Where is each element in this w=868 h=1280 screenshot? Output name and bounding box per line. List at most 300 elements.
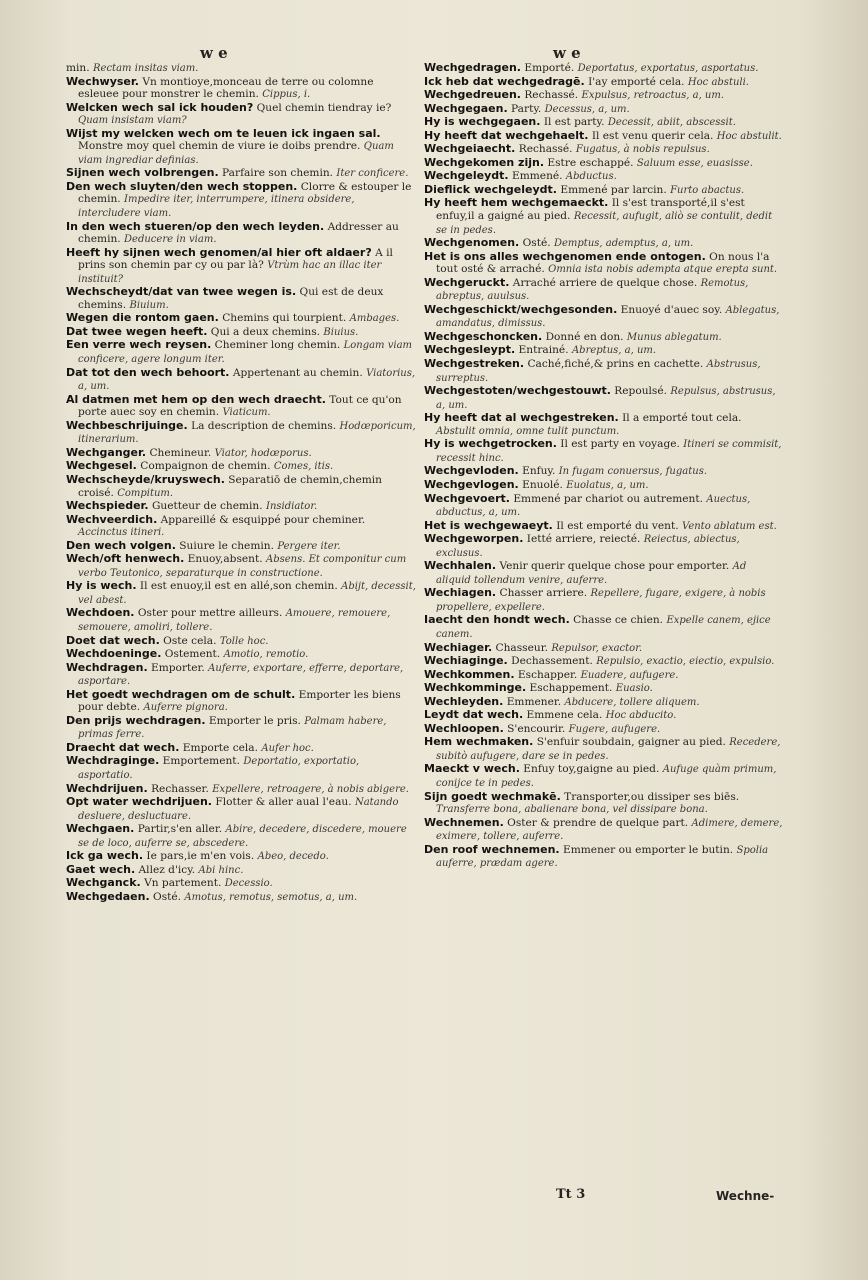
headword: Een verre wech reysen. xyxy=(66,338,212,352)
headword: In den wech stueren/op den wech leyden. xyxy=(66,219,325,233)
dictionary-entry xyxy=(66,783,416,797)
catchword: Wechne- xyxy=(716,1189,775,1203)
headword: Welcken wech sal ick houden? xyxy=(66,100,254,114)
dictionary-entry xyxy=(424,197,784,237)
dictionary-entry xyxy=(424,465,784,479)
dictionary-entry xyxy=(424,587,784,614)
french-gloss: Chemineur. xyxy=(149,446,212,459)
french-gloss: Eschapper. xyxy=(517,668,578,681)
dictionary-entry xyxy=(424,385,784,412)
headword: Wechveerdich. xyxy=(66,512,158,526)
french-gloss: Separatiō de chemin,chemin croisé. xyxy=(78,473,383,499)
headword: Wechkommen. xyxy=(424,667,515,681)
latin-gloss: Decessus, a, um. xyxy=(544,103,630,115)
dictionary-entry xyxy=(424,304,784,331)
dictionary-entry xyxy=(66,877,416,891)
latin-gloss: Fugere, aufugere. xyxy=(568,723,661,735)
headword: Den prijs wechdragen. xyxy=(66,713,206,727)
french-gloss: min. xyxy=(66,62,90,74)
french-gloss: Emmené. xyxy=(511,170,563,183)
french-gloss: Il est venu querir cela. xyxy=(591,129,714,142)
latin-gloss: Cippus, i. xyxy=(262,89,311,101)
headword: Wechgesel. xyxy=(66,459,137,473)
dictionary-entry xyxy=(424,331,784,345)
latin-gloss: Abijt, decessit, vel abest. xyxy=(78,581,416,606)
headword: Hy heeft dat wechgehaelt. xyxy=(424,128,589,142)
dictionary-entry xyxy=(66,128,416,168)
latin-gloss: Amouere, remouere, semouere, amoliri, tollere. xyxy=(78,608,391,633)
french-gloss: Addresser au chemin. xyxy=(78,220,399,246)
headword: Wechiager. xyxy=(424,640,493,654)
latin-gloss: Abstrusus, surreptus. xyxy=(436,359,761,384)
dictionary-entry xyxy=(66,460,416,474)
headword: Wechiaginge. xyxy=(424,654,508,668)
headword: Sijn goedt wechmakē. xyxy=(424,789,561,803)
latin-gloss: Omnia ista nobis adempta atque erepta sunt. xyxy=(548,264,778,276)
french-gloss: Caché,fiché,& prins en cachette. xyxy=(527,358,704,371)
french-gloss: Osté. xyxy=(153,890,182,903)
french-gloss: Cheminer long chemin. xyxy=(214,339,341,352)
latin-gloss: Ambages. xyxy=(349,313,400,325)
headword: Wechgestoten/wechgestouwt. xyxy=(424,384,611,398)
dictionary-entry xyxy=(424,76,784,90)
french-gloss: Emporte cela. xyxy=(182,741,258,754)
french-gloss: Enfuy toy,gaigne au pied. xyxy=(523,763,660,776)
french-gloss: Oster & prendre de quelque part. xyxy=(507,816,689,829)
dictionary-entry xyxy=(66,447,416,461)
dictionary-entry xyxy=(66,742,416,756)
headword: Wechgedaen. xyxy=(66,889,150,903)
dictionary-entry xyxy=(424,696,784,710)
latin-gloss: Aufuge quàm primum, conijce te in pedes. xyxy=(436,764,777,789)
headword: Hy heeft hem wechgemaeckt. xyxy=(424,196,609,210)
french-gloss: Appareillé & esquippé pour cheminer. xyxy=(160,513,366,526)
latin-gloss: Viator, hodœporus. xyxy=(214,447,312,459)
running-head-left: w e xyxy=(200,44,228,62)
french-gloss: Vn montioye,monceau de terre ou colomne esleuee pour monstrer le chemin. xyxy=(78,75,374,101)
french-gloss: Chasse ce chien. xyxy=(573,614,664,627)
headword: Wechgaen. xyxy=(66,822,135,836)
dictionary-entry xyxy=(424,130,784,144)
dictionary-entry xyxy=(66,823,416,850)
headword: Wechdragen. xyxy=(66,660,148,674)
latin-gloss: Absens. Et componitur cum verbo Teutonico, separaturque in constructione. xyxy=(78,554,407,579)
latin-gloss: Adimere, demere, eximere, tollere, auferre. xyxy=(436,817,783,843)
dictionary-entry xyxy=(424,709,784,723)
latin-gloss: Furto abactus. xyxy=(670,184,745,196)
latin-gloss: Recedere, subitò aufugere, dare se in pedes. xyxy=(436,737,781,762)
dictionary-entry xyxy=(66,715,416,742)
headword: Wechganck. xyxy=(66,876,141,890)
dictionary-entry xyxy=(424,791,784,817)
dictionary-entry xyxy=(424,344,784,358)
latin-gloss: Viatorius, a, um. xyxy=(78,367,416,393)
french-gloss: Repoulsé. xyxy=(614,385,667,398)
latin-gloss: Decessio. xyxy=(224,878,273,890)
headword: Het is wechgewaeyt. xyxy=(424,518,553,532)
headword: Sijnen wech volbrengen. xyxy=(66,166,219,180)
latin-gloss: Decessit, abiit, abscessit. xyxy=(607,117,736,129)
dictionary-entry xyxy=(424,62,784,76)
latin-gloss: Auferre pignora. xyxy=(143,702,228,714)
headword: Het is ons alles wechgenomen ende ontogen. xyxy=(424,249,706,263)
latin-gloss: Palmam habere, primas ferre. xyxy=(78,715,387,741)
latin-gloss: Hoc abstulit. xyxy=(716,130,782,142)
headword: Wechganger. xyxy=(66,445,147,459)
latin-gloss: Euolatus, a, um. xyxy=(566,479,649,491)
french-gloss: Emporter le pris. xyxy=(208,714,301,727)
headword: Al datmen met hem op den wech draecht. xyxy=(66,392,326,406)
french-gloss: Oster pour mettre ailleurs. xyxy=(137,607,283,620)
french-gloss: Entrainé. xyxy=(518,344,569,357)
dictionary-entry xyxy=(424,763,784,790)
french-gloss: S'encourir. xyxy=(507,722,566,735)
dictionary-entry xyxy=(424,143,784,157)
dictionary-entry xyxy=(66,850,416,864)
dictionary-entry xyxy=(424,251,784,277)
latin-gloss: Iter conficere. xyxy=(336,168,409,180)
running-head-right: w e xyxy=(553,44,581,62)
headword: Wech/oft henwech. xyxy=(66,552,185,566)
dictionary-entry xyxy=(66,312,416,326)
french-gloss: Eschappement. xyxy=(529,682,613,695)
headword: Wechscheyde/kruyswech. xyxy=(66,472,225,486)
headword: Wechiagen. xyxy=(424,586,497,600)
headword: Wechwyser. xyxy=(66,74,139,88)
dictionary-entry xyxy=(66,514,416,540)
latin-gloss: Expelle canem, ejice canem. xyxy=(436,615,771,640)
headword: Wechspieder. xyxy=(66,499,149,513)
headword: Dieflick wechgeleydt. xyxy=(424,182,557,196)
right-column xyxy=(424,62,784,871)
french-gloss: Il est party. xyxy=(543,116,605,129)
headword: Wechdoeninge. xyxy=(66,647,162,661)
dictionary-entry xyxy=(424,412,784,438)
headword: Opt water wechdrijuen. xyxy=(66,795,212,809)
latin-gloss: Aufer hoc. xyxy=(261,742,314,754)
latin-gloss: Ablegatus, amandatus, dimissus. xyxy=(436,304,780,330)
dictionary-entry xyxy=(66,553,416,580)
french-gloss: Enuoyé d'auec soy. xyxy=(620,303,723,316)
french-gloss: Rechassé. xyxy=(524,89,579,102)
headword: Den roof wechnemen. xyxy=(424,842,560,856)
dictionary-entry xyxy=(424,520,784,534)
latin-gloss: Hodœporicum, itinerarium. xyxy=(78,420,416,446)
headword: Wegen die rontom gaen. xyxy=(66,311,219,325)
dictionary-entry xyxy=(424,614,784,641)
french-gloss: Chemins qui tourpient. xyxy=(222,312,347,325)
dictionary-entry xyxy=(66,891,416,905)
headword: Heeft hy sijnen wech genomen/al hier oft aldaer? xyxy=(66,245,372,259)
french-gloss: Emportement. xyxy=(162,755,240,768)
dictionary-entry xyxy=(424,682,784,696)
dictionary-entry xyxy=(424,560,784,587)
headword: Doet dat wech. xyxy=(66,633,160,647)
latin-gloss: Expellere, retroagere, à nobis abigere. xyxy=(212,783,409,795)
dictionary-entry xyxy=(66,326,416,340)
latin-gloss: Impedire iter, interrumpere, itinera obsidere, intercludere viam. xyxy=(78,194,355,220)
french-gloss: Parfaire son chemin. xyxy=(222,167,334,180)
french-gloss: Qui est de deux chemins. xyxy=(78,286,384,311)
latin-gloss: Hoc abstuli. xyxy=(687,76,749,88)
dictionary-entry xyxy=(66,420,416,447)
french-gloss: S'enfuir soubdain, gaigner au pied. xyxy=(536,736,726,749)
french-gloss: Donné en don. xyxy=(545,330,624,343)
french-gloss: Emmené par chariot ou autrement. xyxy=(513,492,703,505)
headword: Wechgesleypt. xyxy=(424,343,516,357)
dictionary-entry xyxy=(66,339,416,366)
headword: Wechgenomen. xyxy=(424,236,520,250)
dictionary-entry xyxy=(66,635,416,649)
french-gloss: Emporter. xyxy=(151,661,205,674)
french-gloss: Transporter,ou dissiper ses biēs. xyxy=(564,790,740,803)
dictionary-entry xyxy=(424,277,784,304)
latin-gloss: Hoc abducito. xyxy=(605,710,677,722)
headword: Het goedt wechdragen om de schult. xyxy=(66,687,296,701)
french-gloss: Suiure le chemin. xyxy=(179,539,274,552)
dictionary-entry xyxy=(66,689,416,715)
headword: Wechgevlogen. xyxy=(424,477,519,491)
latin-gloss: Amotus, remotus, semotus, a, um. xyxy=(184,891,358,903)
dictionary-entry xyxy=(424,358,784,385)
french-gloss: Emmener. xyxy=(506,695,562,708)
dictionary-entry xyxy=(66,181,416,221)
latin-gloss: Repellere, fugare, exigere, à nobis propellere, expellere. xyxy=(436,588,766,613)
headword: Leydt dat wech. xyxy=(424,708,524,722)
french-gloss: Ostement. xyxy=(164,648,221,661)
headword: Hy is wechgegaen. xyxy=(424,115,541,129)
latin-gloss: Deducere in viam. xyxy=(124,234,217,246)
dictionary-entry xyxy=(66,755,416,782)
headword: Den wech sluyten/den wech stoppen. xyxy=(66,179,298,193)
latin-gloss: Longam viam conficere, agere longum iter. xyxy=(78,340,413,366)
latin-gloss: Abducere, tollere aliquem. xyxy=(564,696,700,708)
french-gloss: Qui a deux chemins. xyxy=(210,325,321,338)
latin-gloss: Repulsio, exactio, eiectio, expulsio. xyxy=(596,656,775,668)
french-gloss: Rechasser. xyxy=(151,782,209,795)
latin-gloss: Biuius. xyxy=(323,326,359,338)
headword: Draecht dat wech. xyxy=(66,740,180,754)
latin-gloss: Abi hinc. xyxy=(198,864,244,876)
latin-gloss: Repulsor, exactor. xyxy=(551,642,643,654)
french-gloss: Emmener ou emporter le butin. xyxy=(562,843,734,856)
latin-gloss: Accinctus itineri. xyxy=(78,527,165,539)
dictionary-entry xyxy=(424,642,784,656)
latin-gloss: Comes, itis. xyxy=(273,461,334,473)
headword: Wechgedragen. xyxy=(424,61,521,74)
left-column xyxy=(66,62,416,904)
latin-gloss: Abstulit omnia, omne tulit punctum. xyxy=(436,425,620,437)
french-gloss: Il s'est transporté,il s'est enfuy,il a gaigné au pied. xyxy=(436,197,745,223)
latin-gloss: Reiectus, abiectus, exclusus. xyxy=(436,534,740,559)
headword: Maeckt v wech. xyxy=(424,762,520,776)
headword: Wechscheydt/dat van twee wegen is. xyxy=(66,285,297,299)
latin-gloss: Insidiator. xyxy=(266,501,318,513)
french-gloss: On nous l'a tout osté & arraché. xyxy=(436,250,770,276)
latin-gloss: Amotio, remotio. xyxy=(223,649,309,661)
headword: Wechgeschoncken. xyxy=(424,329,543,343)
headword: Wechbeschrijuinge. xyxy=(66,418,188,432)
latin-gloss: Transferre bona, abalienare bona, vel dissipare bona. xyxy=(436,804,708,816)
latin-gloss: Abeo, decedo. xyxy=(257,851,329,863)
dictionary-entry xyxy=(424,116,784,130)
dictionary-entry xyxy=(424,655,784,669)
french-gloss: Compaignon de chemin. xyxy=(140,460,271,473)
latin-gloss: Quam insistam viam? xyxy=(78,115,187,127)
latin-gloss: Remotus, abreptus, auulsus. xyxy=(436,277,749,303)
headword: Wijst my welcken wech om te leuen ick ingaen sal. xyxy=(66,126,381,140)
signature-mark: Tt 3 xyxy=(556,1187,586,1202)
latin-gloss: Abire, decedere, discedere, mouere se de loco, auferre se, abscedere. xyxy=(78,824,407,849)
french-gloss: Guetteur de chemin. xyxy=(151,500,263,513)
latin-gloss: Deportatio, exportatio, asportatio. xyxy=(78,756,360,781)
french-gloss: Emmene cela. xyxy=(526,709,603,722)
latin-gloss: Auectus, abductus, a, um. xyxy=(436,493,751,519)
headword: Gaet wech. xyxy=(66,862,136,876)
french-gloss: Il est enuoy,il est en allé,son chemin. xyxy=(139,580,338,593)
dictionary-entry xyxy=(66,76,416,102)
french-gloss: Tout ce qu'on porte auec soy en chemin. xyxy=(78,393,402,419)
latin-gloss: Recessit, aufugit, aliò se contulit, dedit se in pedes. xyxy=(436,211,773,236)
latin-gloss: Ad aliquid tollendum venire, auferre. xyxy=(436,561,747,586)
french-gloss: Allez d'icy. xyxy=(138,863,196,876)
dictionary-entry xyxy=(66,607,416,634)
headword: Wechdoen. xyxy=(66,606,135,620)
headword: Hem wechmaken. xyxy=(424,735,534,749)
latin-gloss: Repulsus, abstrusus, a, um. xyxy=(436,386,776,411)
french-gloss: Il est party en voyage. xyxy=(560,438,680,451)
latin-gloss: Quam viam ingrediar definias. xyxy=(78,141,394,166)
headword: Wechhalen. xyxy=(424,559,497,573)
latin-gloss: Compitum. xyxy=(117,487,174,499)
dictionary-entry xyxy=(424,669,784,683)
dictionary-entry xyxy=(424,438,784,465)
dictionary-entry xyxy=(66,796,416,823)
french-gloss: Venir querir quelque chose pour emporter. xyxy=(499,560,730,573)
dictionary-entry xyxy=(66,662,416,689)
french-gloss: La description de chemins. xyxy=(191,419,337,432)
headword: Hy is wech. xyxy=(66,579,137,593)
headword: Wechleyden. xyxy=(424,694,504,708)
latin-gloss: Viaticum. xyxy=(222,407,271,419)
headword: Wechgeleydt. xyxy=(424,169,509,183)
french-gloss: Vn partement. xyxy=(144,877,222,890)
headword: Dat twee wegen heeft. xyxy=(66,324,208,338)
french-gloss: Partir,s'en aller. xyxy=(137,823,223,836)
dictionary-entry xyxy=(66,864,416,878)
latin-gloss: Spolia auferre, prædam agere. xyxy=(436,844,769,870)
headword: Wechgeiaecht. xyxy=(424,142,516,156)
dictionary-entry xyxy=(424,89,784,103)
latin-gloss: Vtrùm hac an illac iter instituit? xyxy=(78,260,382,285)
dictionary-entry xyxy=(66,167,416,181)
latin-gloss: Abreptus, a, um. xyxy=(571,345,657,357)
french-gloss: Party. xyxy=(511,102,542,115)
latin-gloss: Deportatus, exportatus, asportatus. xyxy=(577,63,759,74)
french-gloss: Chasseur. xyxy=(495,641,548,654)
dictionary-entry xyxy=(424,736,784,763)
french-gloss: Appertenant au chemin. xyxy=(232,366,363,379)
headword: Dat tot den wech behoort. xyxy=(66,365,230,379)
dictionary-entry xyxy=(424,533,784,560)
french-gloss: Quel chemin tiendray ie? xyxy=(256,101,392,114)
french-gloss: Enfuy. xyxy=(522,465,556,478)
headword: Wechgekomen zijn. xyxy=(424,155,545,169)
latin-gloss: Vento ablatum est. xyxy=(682,520,777,532)
french-gloss: Ietté arriere, reiecté. xyxy=(526,533,641,546)
latin-gloss: Abductus. xyxy=(565,171,617,183)
headword: Wechgevoert. xyxy=(424,491,510,505)
french-gloss: Enuolé. xyxy=(522,478,563,491)
french-gloss: Estre eschappé. xyxy=(547,156,634,169)
dictionary-entry xyxy=(424,844,784,871)
latin-gloss: Euadere, aufugere. xyxy=(580,669,679,681)
dictionary-entry xyxy=(66,247,416,287)
headword: Wechdrijuen. xyxy=(66,781,148,795)
headword: Wechgevloden. xyxy=(424,464,519,478)
dictionary-entry xyxy=(66,540,416,554)
headword: Iaecht den hondt wech. xyxy=(424,613,570,627)
latin-gloss: Auferre, exportare, efferre, deportare, asportare. xyxy=(78,662,404,688)
headword: Wechgegaen. xyxy=(424,101,508,115)
dictionary-entry xyxy=(66,286,416,312)
dictionary-entry xyxy=(66,394,416,420)
latin-gloss: Rectam insitas viam. xyxy=(93,63,199,74)
dictionary-entry xyxy=(424,479,784,493)
latin-gloss: Natando desluere, desluctuare. xyxy=(78,797,399,822)
french-gloss: Emporter les biens pour debte. xyxy=(78,688,401,714)
dictionary-entry xyxy=(66,62,416,76)
dictionary-entry xyxy=(424,184,784,198)
french-gloss: Arraché arriere de quelque chose. xyxy=(512,276,698,289)
latin-gloss: Fugatus, à nobis repulsus. xyxy=(575,144,710,156)
headword: Ick ga wech. xyxy=(66,849,144,863)
headword: Wechgeschickt/wechgesonden. xyxy=(424,302,618,316)
dictionary-entry xyxy=(66,221,416,247)
headword: Hy heeft dat al wechgestreken. xyxy=(424,411,619,425)
latin-gloss: Saluum esse, euasisse. xyxy=(636,157,753,169)
dictionary-entry xyxy=(66,500,416,514)
latin-gloss: Euasio. xyxy=(615,683,653,695)
latin-gloss: Biuium. xyxy=(129,299,169,311)
latin-gloss: Munus ablegatum. xyxy=(626,331,722,343)
latin-gloss: Demptus, ademptus, a, um. xyxy=(553,238,694,250)
french-gloss: Enuoy,absent. xyxy=(187,553,263,566)
dictionary-entry xyxy=(424,817,784,844)
headword: Wechgeworpen. xyxy=(424,532,524,546)
headword: Wechnemen. xyxy=(424,815,504,829)
page-footer xyxy=(0,1187,868,1207)
french-gloss: Rechassé. xyxy=(518,143,573,156)
french-gloss: Oste cela. xyxy=(163,634,217,647)
dictionary-entry xyxy=(66,367,416,394)
french-gloss: Il a emporté tout cela. xyxy=(622,412,742,425)
dictionary-entry xyxy=(66,102,416,128)
dictionary-entry xyxy=(66,580,416,607)
headword: Wechkomminge. xyxy=(424,681,527,695)
headword: Wechgeruckt. xyxy=(424,275,510,289)
french-gloss: Monstre moy quel chemin de viure ie doibs prendre. xyxy=(78,140,361,153)
dictionary-entry xyxy=(424,493,784,520)
headword: Wechgedreuen. xyxy=(424,88,521,102)
dictionary-entry xyxy=(424,723,784,737)
french-gloss: Chasser arriere. xyxy=(499,587,588,600)
french-gloss: Flotter & aller aual l'eau. xyxy=(215,796,352,809)
dictionary-entry xyxy=(66,474,416,500)
headword: Wechdraginge. xyxy=(66,754,160,768)
dictionary-entry xyxy=(424,157,784,171)
latin-gloss: In fugam conuersus, fugatus. xyxy=(558,466,708,478)
